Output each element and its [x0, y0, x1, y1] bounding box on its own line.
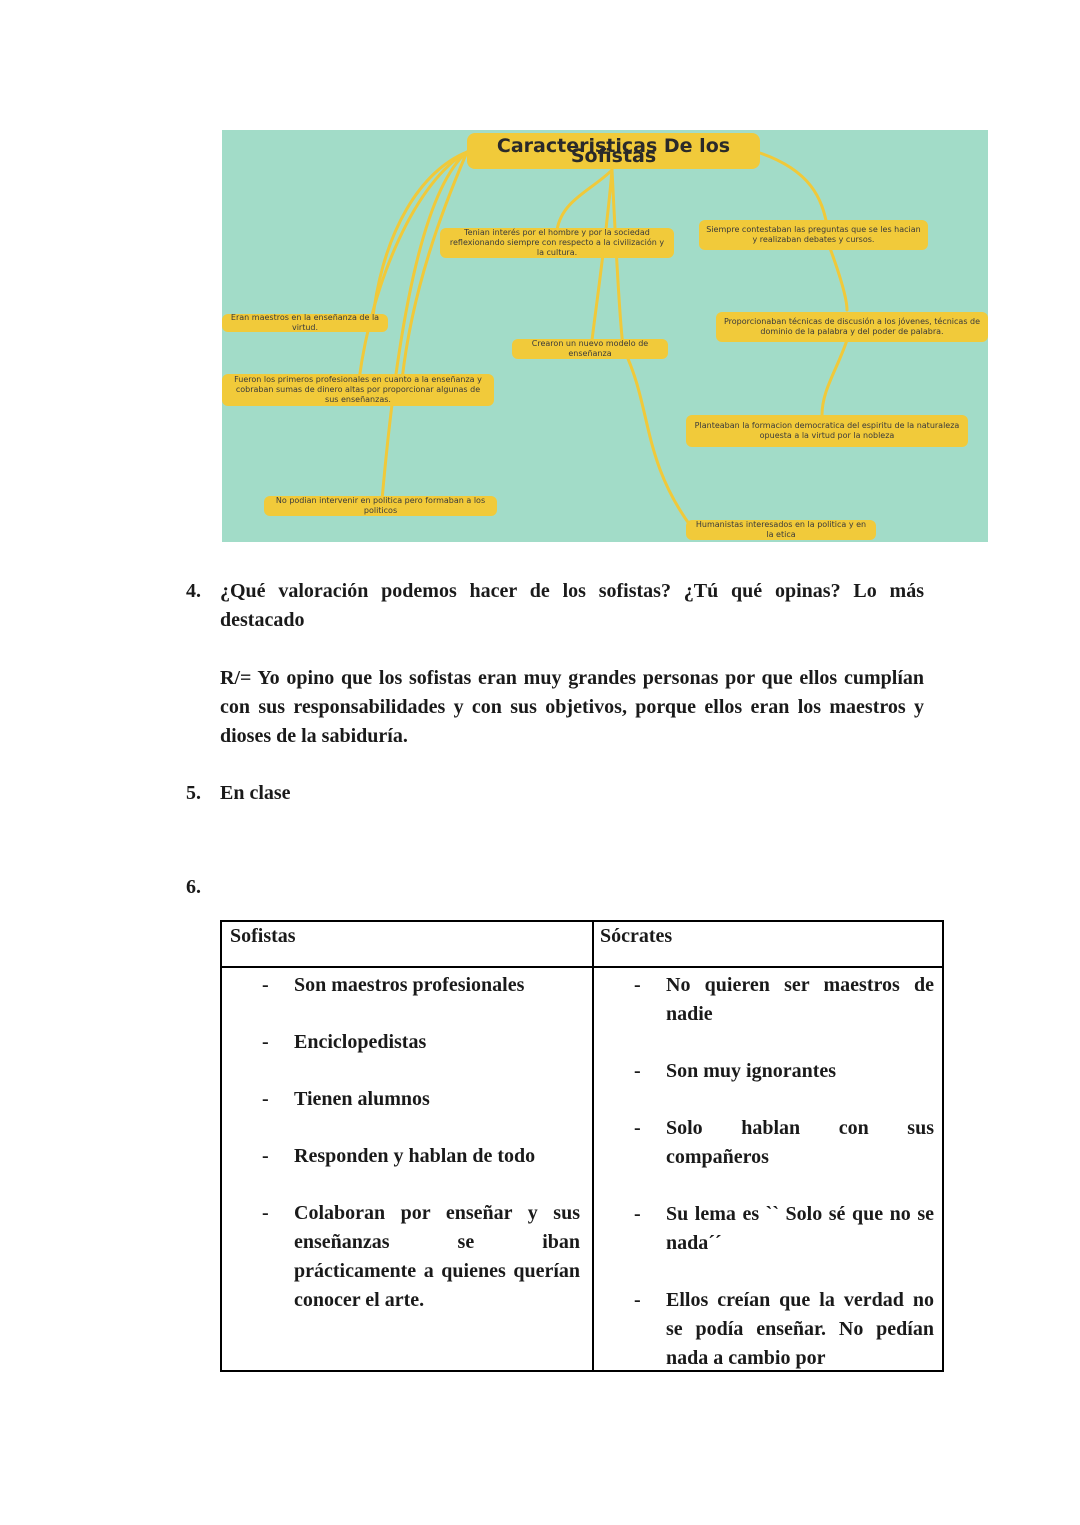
header-socrates: Sócrates	[592, 922, 942, 968]
list-item: - No quieren ser maestros de nadie	[634, 974, 934, 1025]
question-4-text: ¿Qué valoración podemos hacer de los sofistas? ¿Tú qué opinas? Lo más destacado	[220, 580, 924, 631]
mindmap-node: Proporcionaban técnicas de discusión a los jóvenes, técnicas de dominio de la palabra y del poder de palabra.	[716, 312, 988, 342]
column-divider	[592, 922, 594, 1370]
link	[612, 170, 625, 352]
link	[382, 152, 467, 500]
link	[827, 240, 847, 310]
mindmap-title: Caracteristicas De los Sofistas	[467, 133, 760, 169]
list-item: - Tienen alumnos	[262, 1088, 430, 1110]
mindmap-node: Siempre contestaban las preguntas que se les hacian y realizaban debates y cursos.	[699, 220, 928, 250]
mindmap-node: Crearon un nuevo modelo de enseñanza	[512, 339, 668, 359]
mindmap-image	[222, 130, 988, 542]
comparison-table	[220, 920, 944, 1372]
mindmap-node: Planteaban la formacion democratica del espiritu de la naturaleza opuesta a la virtud por la nobleza	[686, 415, 968, 447]
link	[557, 170, 612, 230]
link	[757, 152, 827, 225]
list-item: - Responden y hablan de todo	[262, 1145, 536, 1167]
question-4-number: 4.	[186, 580, 201, 602]
list-item: - Su lema es `` Solo sé que no se nada´´	[634, 1203, 934, 1254]
list-item: - Enciclopedistas	[262, 1031, 427, 1053]
mindmap-node: Humanistas interesados en la politica y en la etica	[686, 520, 876, 540]
question-4-answer: R/= Yo opino que los sofistas eran muy grandes personas por que ellos cumplían con sus responsabilidades y con sus objetivos, porque ellos eran los maestros y dioses de la sabiduría.	[220, 667, 924, 747]
mindmap-node: No podian intervenir en politica pero formaban a los politicos	[264, 496, 497, 516]
mindmap-node: Fueron los primeros profesionales en cuanto a la enseñanza y cobraban sumas de dinero altas por proporcionar algunas de sus enseñanzas.	[222, 374, 494, 406]
list-item: - Solo hablan con sus compañeros	[634, 1117, 934, 1168]
list-item: - Son muy ignorantes	[634, 1060, 837, 1082]
list-item: - Colaboran por enseñar y sus enseñanzas se iban prácticamente a quienes querían conocer el arte.	[262, 1202, 580, 1311]
link	[822, 340, 847, 415]
question-5-text: En clase	[220, 782, 291, 804]
question-5-number: 5.	[186, 782, 201, 804]
sofistas-list	[262, 971, 580, 1343]
link	[359, 152, 467, 380]
list-item: - Son maestros profesionales	[262, 974, 525, 996]
list-item: - Ellos creían que la verdad no se podía enseñar. No pedían nada a cambio por	[634, 1289, 934, 1369]
link	[625, 352, 692, 528]
header-sofistas: Sofistas	[222, 922, 592, 968]
mindmap-node: Eran maestros en la enseñanza de la virtud.	[222, 314, 388, 332]
question-6-number: 6.	[186, 876, 201, 898]
mindmap-node: Tenian interés por el hombre y por la sociedad reflexionando siempre con respecto a la civilización y la cultura.	[440, 228, 674, 258]
socrates-list	[634, 971, 934, 1373]
link	[402, 152, 467, 380]
